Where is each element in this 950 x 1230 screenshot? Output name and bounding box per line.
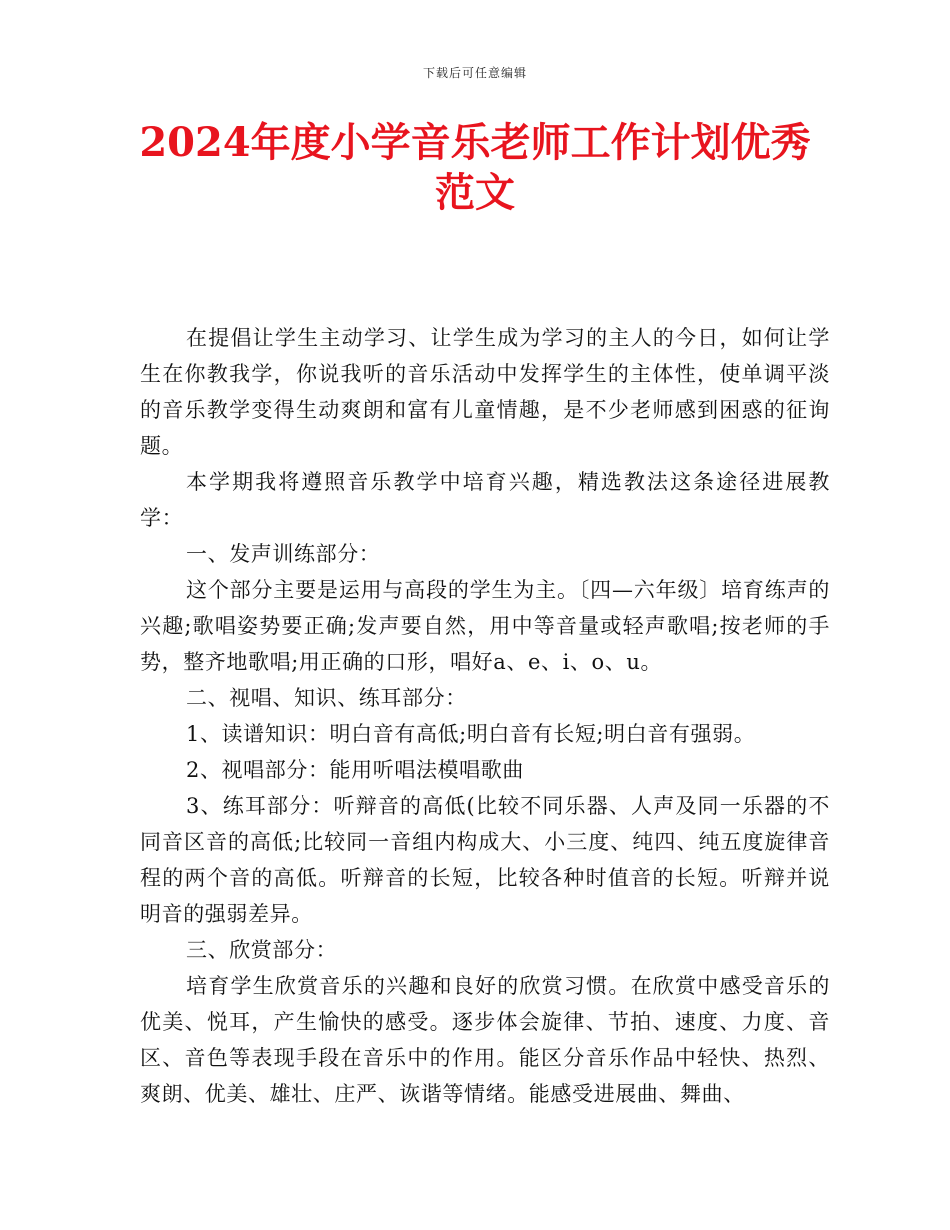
header-note: 下载后可任意编辑: [422, 66, 527, 80]
paragraph-sight-singing: 2、视唱部分：能用听唱法模唱歌曲: [186, 758, 524, 782]
paragraph-reading-notation: 1、读谱知识：明白音有高低;明白音有长短;明白音有强弱。: [186, 722, 756, 746]
paragraph-ear-training: 3、练耳部分：听辩音的高低(比较不同乐器、人声及同一乐器的不同音区音的高低;比较同一音组内构成大、小三度、纯四、纯五度旋律音程的两个音的高低。听辩音的长短，比较各种时值音的长短。听辩并说明音的强弱差异。: [140, 794, 830, 926]
paragraph-vocal-training: 这个部分主要是运用与高段的学生为主。〔四—六年级〕培育练声的兴趣;歌唱姿势要正确;发声要自然，用中等音量或轻声歌唱;按老师的手势，整齐地歌唱;用正确的口形，唱好a、e、i、o、u。: [140, 578, 830, 674]
document-title: [110, 118, 840, 218]
paragraph-intro: 在提倡让学生主动学习、让学生成为学习的主人的今日，如何让学生在你教我学，你说我听的音乐活动中发挥学生的主体性，使单调平淡的音乐教学变得生动爽朗和富有儿童情趣，是不少老师感到困惑的征询题。: [140, 326, 830, 458]
paragraph-plan: 本学期我将遵照音乐教学中培育兴趣，精选教法这条途径进展教学：: [140, 470, 830, 530]
document-title-line-2: 范文: [435, 169, 515, 216]
paragraph-appreciation: 培育学生欣赏音乐的兴趣和良好的欣赏习惯。在欣赏中感受音乐的优美、悦耳，产生愉快的感受。逐步体会旋律、节拍、速度、力度、音区、音色等表现手段在音乐中的作用。能区分音乐作品中轻快、热烈、爽朗、优美、雄壮、庄严、诙谐等情绪。能感受进展曲、舞曲、: [140, 974, 830, 1106]
section-heading-sight-singing: 二、视唱、知识、练耳部分：: [186, 686, 467, 710]
section-heading-appreciation: 三、欣赏部分：: [186, 938, 338, 962]
document-title-line-1: 2024年度小学音乐老师工作计划优秀: [139, 119, 811, 166]
document-body: [140, 320, 830, 1112]
section-heading-vocal-training: 一、发声训练部分：: [186, 542, 381, 566]
